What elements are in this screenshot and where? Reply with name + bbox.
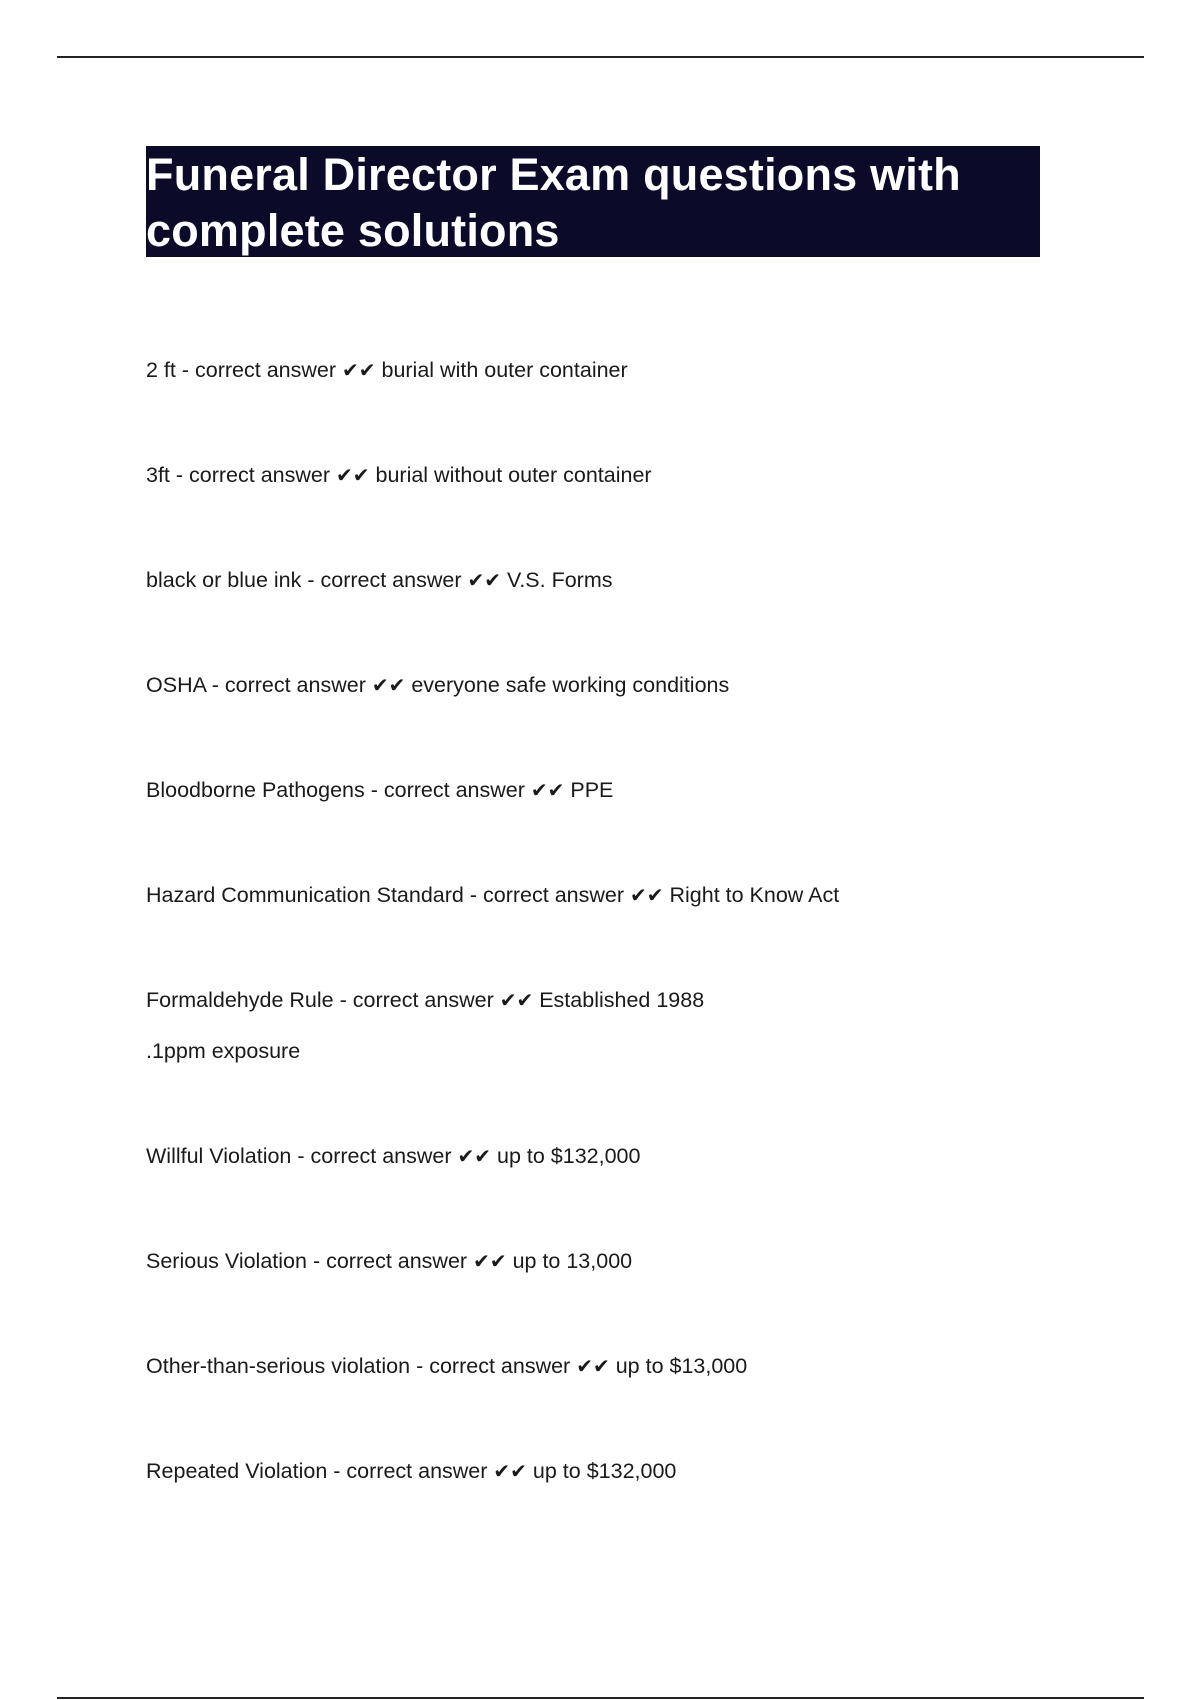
entry-answer: up to 13,000 (512, 1249, 633, 1273)
entry-answer: Right to Know Act (669, 883, 840, 907)
entry-separator: - correct answer (333, 1459, 488, 1483)
double-check-icon: ✔✔ (499, 988, 534, 1012)
entry-answer: burial without outer container (375, 463, 652, 487)
entry-term: black or blue ink (146, 568, 302, 592)
qa-entry (146, 671, 1106, 700)
entry-answer: burial with outer container (381, 358, 628, 382)
entry-term: Repeated Violation (146, 1459, 328, 1483)
entry-separator: - correct answer (469, 883, 624, 907)
entry-separator: - correct answer (312, 1249, 468, 1273)
entry-separator: - correct answer (297, 1144, 452, 1168)
entry-answer: up to $132,000 (532, 1459, 677, 1483)
double-check-icon: ✔✔ (576, 1354, 610, 1378)
double-check-icon: ✔✔ (629, 883, 664, 907)
entry-term: Hazard Communication Standard (146, 883, 464, 907)
entry-term: Willful Violation (146, 1144, 292, 1168)
entry-answer: up to $132,000 (496, 1144, 641, 1168)
entry-answer: up to $13,000 (615, 1354, 748, 1378)
entry-term: Formaldehyde Rule (146, 988, 334, 1012)
entry-term: Bloodborne Pathogens (146, 778, 365, 802)
qa-list (146, 356, 1106, 1562)
double-check-icon: ✔✔ (336, 463, 370, 487)
entry-term: 2 ft (146, 358, 176, 382)
double-check-icon: ✔✔ (341, 358, 376, 382)
qa-entry (146, 566, 1106, 595)
entry-answer: PPE (570, 778, 614, 802)
entry-term: Serious Violation (146, 1249, 307, 1273)
qa-entry (146, 1142, 1106, 1171)
entry-separator: - correct answer (370, 778, 525, 802)
double-check-icon: ✔✔ (467, 568, 501, 592)
entry-separator: - correct answer (211, 673, 366, 697)
entry-separator: - correct answer (181, 358, 336, 382)
qa-entry (146, 356, 1106, 385)
entry-answer: everyone safe working conditions (411, 673, 730, 697)
entry-term: OSHA (146, 673, 206, 697)
title-banner (146, 146, 1040, 257)
entry-separator: - correct answer (307, 568, 462, 592)
qa-entry (146, 776, 1106, 805)
qa-entry (146, 881, 1106, 910)
top-divider (57, 56, 1144, 58)
qa-entry (146, 1247, 1106, 1276)
entry-separator: - correct answer (175, 463, 331, 487)
double-check-icon: ✔✔ (371, 673, 406, 697)
entry-answer: V.S. Forms (506, 568, 613, 592)
double-check-icon: ✔✔ (493, 1459, 527, 1483)
entry-answer-line2: .1ppm exposure (146, 1039, 301, 1063)
double-check-icon: ✔✔ (473, 1249, 507, 1273)
qa-entry (146, 1457, 1106, 1486)
bottom-divider (57, 1697, 1144, 1699)
double-check-icon: ✔✔ (530, 778, 565, 802)
document-title: Funeral Director Exam questions with complete solutions (146, 149, 961, 256)
double-check-icon: ✔✔ (457, 1144, 491, 1168)
qa-entry (146, 986, 1106, 1066)
entry-answer: Established 1988 (539, 988, 705, 1012)
entry-term: Other-than-serious violation (146, 1354, 411, 1378)
entry-separator: - correct answer (339, 988, 494, 1012)
qa-entry (146, 461, 1106, 490)
qa-entry (146, 1352, 1106, 1381)
entry-term: 3ft (146, 463, 170, 487)
entry-separator: - correct answer (416, 1354, 571, 1378)
